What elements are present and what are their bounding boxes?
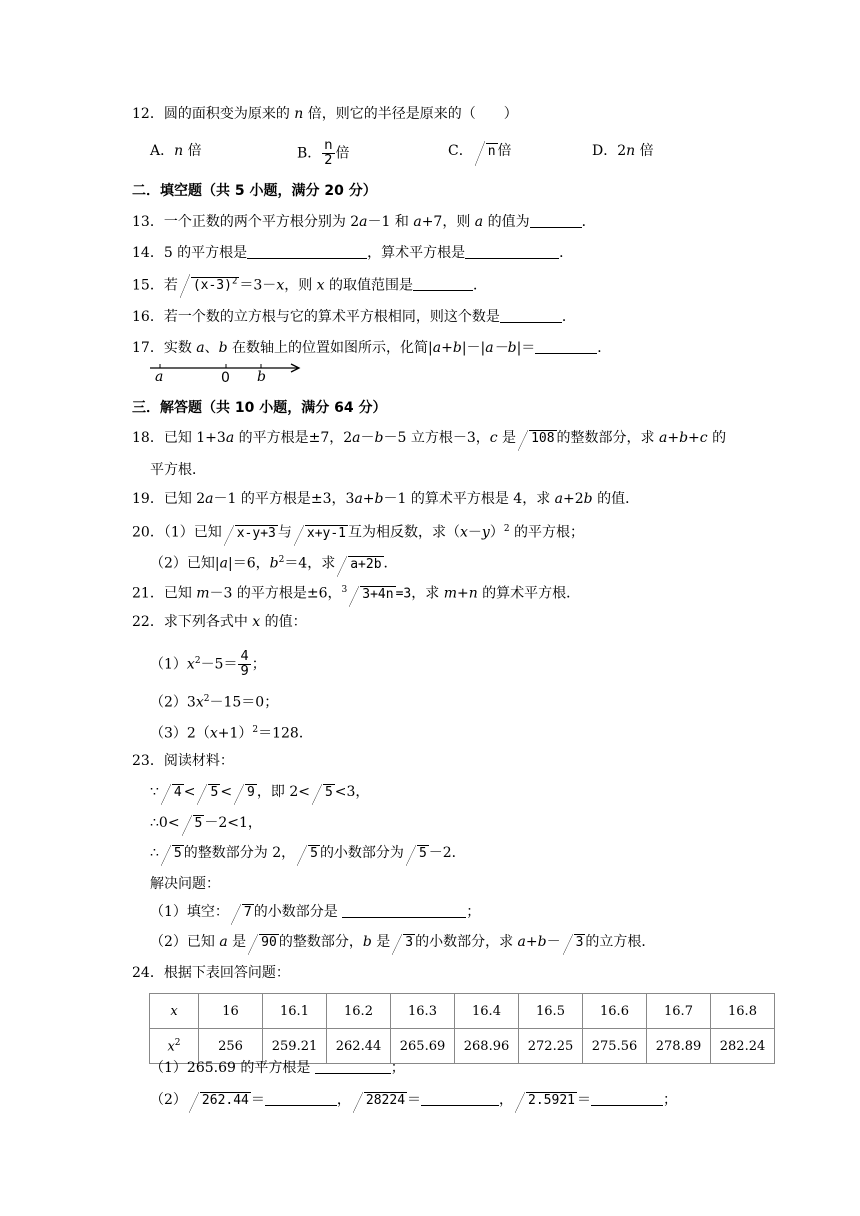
question-19: 19．已知 2a－1 的平方根是±3，3a+b－1 的算术平方根是 4，求 a+2b 的值．: [132, 491, 640, 507]
question-23-part-1: （1）填空： 7 的小数部分是 ；: [150, 902, 480, 923]
q12-option-c: C． n 倍: [448, 139, 512, 164]
question-17: 17．实数 a、b 在数轴上的位置如图所示，化简|a+b|－|a－b|＝ ．: [132, 340, 612, 356]
question-24-part-2: （2） 262.44 ＝ ， 28224 ＝ ， 2.5921 ＝ ；: [150, 1090, 677, 1111]
question-22-part-3: $(3)2(x+1)^2=128$．: [150, 725, 313, 742]
answer-blank: [530, 213, 582, 228]
fraction: $\frac{4}{9}$: [240, 649, 249, 679]
sqrt-symbol: 5: [197, 782, 220, 803]
table-cell: 16: [199, 994, 263, 1029]
question-24: 24．根据下表回答问题：: [132, 965, 290, 981]
table-cell: 275.56: [583, 1029, 647, 1064]
table-row: [150, 994, 775, 1029]
sqrt-symbol: 9: [234, 782, 257, 803]
answer-blank: [500, 308, 562, 323]
q23-material-line-3: ∴ 5 的整数部分为 2， 5 的小数部分为 5 －2．: [150, 843, 466, 864]
sqrt-symbol: 262.44: [189, 1090, 251, 1111]
sqrt-symbol: 108: [518, 428, 556, 449]
q12-option-b: B． $\frac{n}{2}$ 倍: [297, 138, 350, 168]
sqrt-symbol: $(x-3)^2$: [180, 272, 240, 296]
table-cell: x: [150, 994, 199, 1029]
answer-blank: [265, 1091, 337, 1106]
question-21: 21．已知 m－3 的平方根是±6，$^3$ 3+4n =3，求 m+n 的算术平方根．: [132, 580, 580, 605]
table-cell: 259.21: [263, 1029, 327, 1064]
question-20-part-2: （2）已知|a|＝6，$b^2=4$，求 a+2b ．: [150, 550, 398, 575]
sqrt-symbol: 2.5921: [515, 1090, 577, 1111]
q12-option-d: D．2n 倍: [592, 143, 654, 159]
table-cell: 16.8: [711, 994, 775, 1029]
square-table: [149, 993, 775, 1064]
question-14: 14．5 的平方根是 ，算术平方根是 ．: [132, 245, 574, 261]
question-16: 16．若一个数的立方根与它的算术平方根相同，则这个数是 ．: [132, 309, 576, 325]
question-20-part-1: 20．（1）已知 x-y+3 与 x+y-1 互为相反数，求$(x-y)^2$ 的平方根；: [132, 519, 584, 544]
table-cell: 268.96: [455, 1029, 519, 1064]
table-cell: 265.69: [391, 1029, 455, 1064]
table-cell: 262.44: [327, 1029, 391, 1064]
table-cell: 16.3: [391, 994, 455, 1029]
answer-blank: [421, 1091, 499, 1106]
q12-option-a: A．n 倍: [150, 143, 202, 159]
q23-material-line-1: ∵ 4 < 5 < 9 ，即 2< 5 <3，: [150, 782, 369, 803]
question-22: 22．求下列各式中 x 的值：: [132, 614, 307, 630]
table-cell: 16.4: [455, 994, 519, 1029]
question-12-stem: 12．圆的面积变为原来的 n 倍，则它的半径是原来的（ ）: [132, 106, 518, 122]
question-18: 18．已知 1+3a 的平方根是±7，2a－b－5 立方根－3，c 是 108 的整数部分，求 a+b+c 的: [132, 428, 726, 449]
sqrt-symbol: 7: [231, 902, 254, 923]
q23-solve-heading: 解决问题：: [150, 876, 220, 892]
question-23-part-2: （2）已知 a 是 90 的整数部分，b 是 3 的小数部分，求 a+b－ 3 的立方根．: [150, 932, 655, 953]
sqrt-symbol: a+2b: [337, 554, 383, 575]
question-24-part-1: （1）265.69 的平方根是 ；: [150, 1060, 405, 1076]
section-3-heading: 三．解答题（共 10 小题，满分 64 分）: [132, 400, 387, 416]
table-cell: 282.24: [711, 1029, 775, 1064]
sqrt-symbol: 3: [563, 932, 586, 953]
table-cell: 272.25: [519, 1029, 583, 1064]
question-18-cont: 平方根．: [150, 462, 206, 478]
axis-label-a: a: [155, 369, 164, 385]
section-2-heading: 二．填空题（共 5 小题，满分 20 分）: [132, 183, 377, 199]
question-23: 23．阅读材料：: [132, 753, 234, 769]
fraction: $\frac{n}{2}$: [324, 138, 333, 168]
answer-blank: [535, 339, 597, 354]
sqrt-symbol: 5: [182, 813, 205, 834]
sqrt-symbol: 5: [297, 843, 320, 864]
sqrt-symbol: 5: [406, 843, 429, 864]
axis-label-b: b: [257, 369, 266, 385]
table-cell: 16.2: [327, 994, 391, 1029]
table-cell: 278.89: [647, 1029, 711, 1064]
axis-label-zero: 0: [221, 370, 230, 386]
sqrt-symbol: 3: [392, 932, 415, 953]
table-cell: 16.6: [583, 994, 647, 1029]
q23-material-line-2: ∴0< 5 －2<1，: [150, 813, 262, 834]
table-cell: $x^2$: [150, 1029, 199, 1064]
table-cell: 16.7: [647, 994, 711, 1029]
answer-blank: [413, 276, 473, 291]
table-cell: 16.1: [263, 994, 327, 1029]
sqrt-symbol: 5: [161, 843, 184, 864]
answer-blank: [315, 1059, 391, 1074]
sqrt-symbol: n: [475, 139, 498, 164]
sqrt-symbol: x+y-1: [294, 523, 348, 544]
question-15: 15．若 $(x-3)^2 =3-x$，则 x 的取值范围是 ．: [132, 272, 487, 296]
sqrt-symbol: 5: [312, 782, 335, 803]
question-22-part-2: $(2)3x^2-15=0$；: [150, 694, 279, 711]
table-cell: 256: [199, 1029, 263, 1064]
cube-root-symbol: 3+4n: [349, 584, 395, 605]
answer-blank: [591, 1091, 663, 1106]
sqrt-symbol: 4: [161, 782, 184, 803]
sqrt-symbol: 28224: [353, 1090, 407, 1111]
question-22-part-1: $(1)x^2-5=$ $\frac{4}{9}$ ；: [150, 649, 266, 679]
number-line-figure: [148, 362, 308, 392]
sqrt-symbol: x-y+3: [224, 523, 278, 544]
sqrt-symbol: 90: [248, 932, 279, 953]
question-13: 13．一个正数的两个平方根分别为 2a－1 和 a+7，则 a 的值为 ．: [132, 214, 596, 230]
answer-blank: [247, 244, 367, 259]
answer-blank: [465, 244, 559, 259]
answer-blank: [342, 903, 466, 918]
table-cell: 16.5: [519, 994, 583, 1029]
